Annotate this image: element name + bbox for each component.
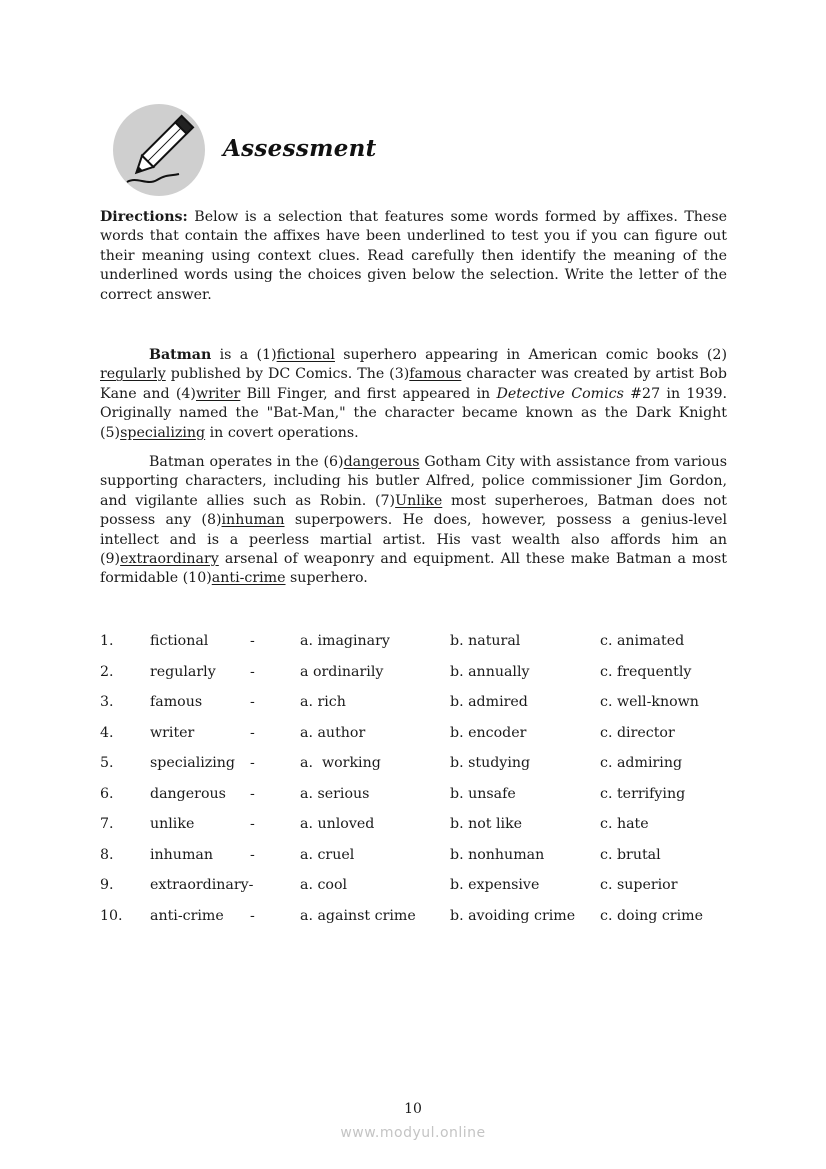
choice-b: b. natural	[450, 633, 521, 649]
item-number: 5.	[100, 755, 114, 771]
item-number: 6.	[100, 785, 114, 802]
question-item	[100, 753, 740, 784]
choice-a: a. cool	[300, 877, 348, 893]
choice-c: c. terrifying	[600, 785, 686, 802]
item-word: specializing	[150, 755, 236, 771]
underlined-word: famous	[409, 366, 462, 383]
choice-b: b. nonhuman	[450, 846, 545, 863]
item-number: 9.	[100, 877, 114, 893]
underlined-word: regularly	[100, 366, 166, 383]
item-dash: -	[250, 785, 255, 802]
text: Bill Finger, and first appeared in	[240, 385, 497, 402]
choice-a: a. rich	[300, 694, 346, 710]
item-dash: -	[250, 816, 255, 832]
item-word: unlike	[150, 816, 195, 832]
text: Batman operates in the (6)	[149, 454, 344, 471]
choice-a: a. working	[300, 755, 381, 771]
choice-c: c. admiring	[600, 755, 683, 771]
item-number: 10.	[100, 907, 123, 924]
item-number: 7.	[100, 816, 114, 832]
underlined-word: fictional	[276, 347, 335, 363]
item-number: 8.	[100, 846, 114, 863]
choice-c: c. doing crime	[600, 907, 703, 924]
directions-text: Below is a selection that features some words formed by affixes. These words that contain the affixes have been underlined to test you if you can figure out their meaning using context clues. Read carefully then identify the meaning of the underlined words using the choices given below the selection. Write the letter of the correct answer.	[100, 209, 727, 303]
underlined-word: inhuman	[221, 512, 285, 529]
text: #27 in 1939. Originally named the "Bat-Man," the character became known as the Dark Knight (5)	[100, 385, 728, 441]
underlined-word: Unlike	[395, 492, 443, 509]
page-number: 10	[404, 1101, 422, 1117]
text: Gotham City with assistance from various supporting characters, including his butler Alfred, police commissioner Jim Gordon, and vigilante allies such as Robin. (7)	[100, 454, 727, 509]
choice-c: c. director	[600, 724, 675, 741]
item-word: inhuman	[150, 846, 213, 863]
underlined-word: extraordinary	[120, 551, 219, 568]
underlined-word: specializing	[120, 424, 206, 441]
item-number: 1.	[100, 633, 114, 649]
item-word: fictional	[150, 633, 209, 649]
italic-title: Detective Comics	[496, 385, 624, 402]
choice-c: c. well-known	[600, 694, 699, 710]
question-item	[100, 662, 740, 693]
question-item	[100, 692, 740, 723]
choice-c: c. brutal	[600, 846, 661, 863]
choice-b: b. annually	[450, 663, 530, 680]
text: most superheroes, Batman does not possess any (8)	[100, 492, 727, 529]
text: is a (1)	[211, 347, 277, 363]
question-item	[100, 631, 740, 662]
text: arsenal of weaponry and equipment. All these make Batman a most formidable (10)	[100, 551, 727, 587]
watermark: www.modyul.online	[340, 1125, 486, 1141]
question-list	[100, 631, 740, 936]
choice-b: b. expensive	[450, 877, 540, 893]
choice-a: a. unloved	[300, 816, 375, 832]
choice-b: b. studying	[450, 755, 531, 771]
choice-b: b. admired	[450, 694, 528, 710]
item-dash: -	[250, 724, 255, 741]
directions-label: Directions:	[100, 209, 188, 225]
question-item	[100, 906, 740, 937]
question-item	[100, 784, 740, 815]
passage-paragraph-2	[100, 453, 727, 589]
reading-passage	[100, 346, 727, 599]
choice-c: c. superior	[600, 877, 678, 893]
text: superpowers. He does, however, possess a genius-level intellect and is a peerless martial artist. His vast wealth also affords him an (9)	[100, 512, 727, 568]
choice-a: a. cruel	[300, 846, 355, 863]
choice-b: b. avoiding crime	[450, 907, 576, 924]
text: superhero appearing in American comic books (2)	[334, 347, 727, 363]
directions	[100, 208, 727, 305]
item-word: anti-crime	[150, 907, 224, 924]
choice-a: a. imaginary	[300, 633, 390, 649]
question-item	[100, 723, 740, 754]
item-dash: -	[250, 907, 255, 924]
item-word: regularly	[150, 663, 216, 680]
item-number: 3.	[100, 694, 114, 710]
choice-a: a. author	[300, 724, 366, 741]
text: superhero.	[285, 570, 368, 587]
bold-word: Batman	[149, 347, 212, 363]
page-title: Assessment	[223, 135, 377, 162]
item-dash: -	[250, 633, 255, 649]
choice-c: c. hate	[600, 816, 649, 832]
choice-b: b. unsafe	[450, 785, 516, 802]
choice-b: b. not like	[450, 816, 523, 832]
underlined-word: anti-crime	[211, 570, 286, 587]
underlined-word: writer	[195, 385, 241, 402]
text: in covert operations.	[205, 424, 359, 441]
item-dash: -	[250, 694, 255, 710]
underlined-word: dangerous	[343, 454, 420, 471]
pencil-icon	[113, 104, 205, 196]
question-item	[100, 814, 740, 845]
choice-c: c. animated	[600, 633, 685, 649]
item-word: writer	[150, 724, 195, 741]
choice-a: a ordinarily	[300, 663, 384, 680]
passage-paragraph-1	[100, 346, 727, 443]
item-dash: -	[250, 755, 255, 771]
item-word: famous	[150, 694, 203, 710]
item-number: 4.	[100, 724, 114, 741]
item-dash: -	[250, 846, 255, 863]
text: published by DC Comics. The (3)	[165, 366, 410, 383]
question-item	[100, 845, 740, 876]
item-number: 2.	[100, 663, 114, 680]
choice-b: b. encoder	[450, 724, 527, 741]
choice-a: a. serious	[300, 785, 370, 802]
item-word: dangerous	[150, 785, 226, 802]
choice-a: a. against crime	[300, 907, 416, 924]
text: character was created by artist Bob Kane and (4)	[100, 366, 727, 402]
item-word: extraordinary-	[150, 877, 254, 893]
item-dash: -	[250, 663, 255, 680]
choice-c: c. frequently	[600, 663, 692, 680]
question-item	[100, 875, 740, 906]
